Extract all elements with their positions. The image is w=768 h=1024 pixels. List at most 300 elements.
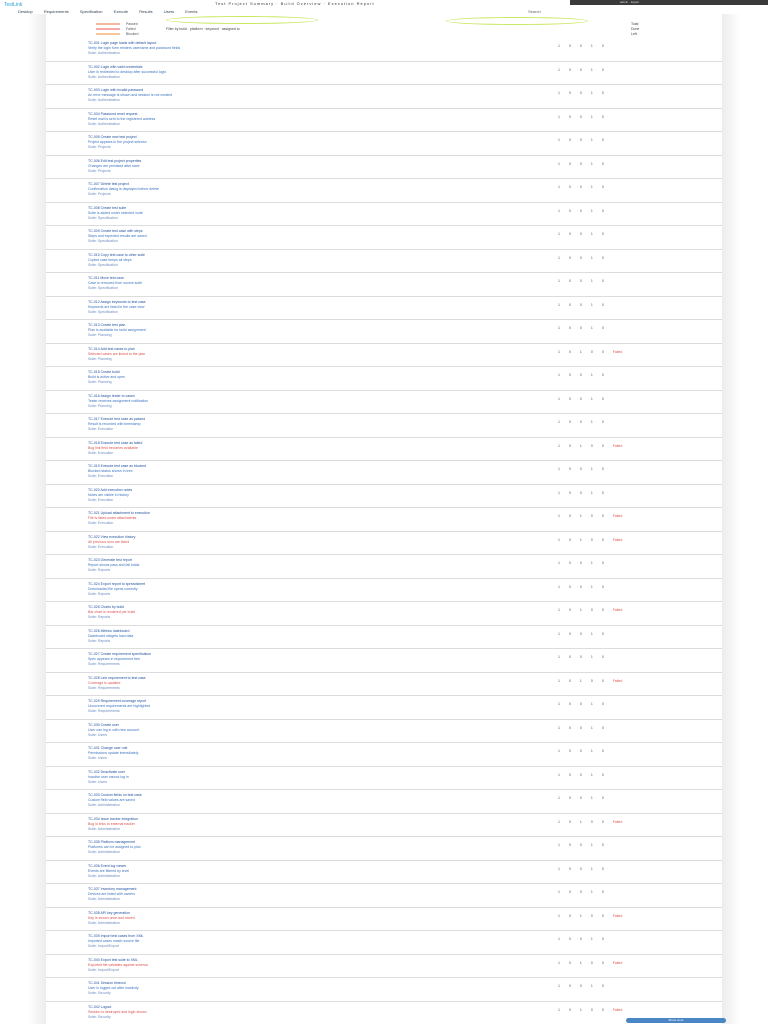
stat-value: 0 — [568, 561, 571, 565]
row-title[interactable]: TC-024 Export report to spreadsheet — [88, 581, 146, 586]
table-row[interactable] — [46, 273, 722, 297]
table-row[interactable] — [46, 884, 722, 908]
row-meta: Suite: Reports — [88, 568, 111, 572]
stat-value: 0 — [568, 819, 571, 824]
legend-label: Passed — [126, 22, 138, 26]
stat-value: 0 — [590, 514, 593, 518]
stat-value: 0 — [568, 114, 571, 119]
table-row[interactable] — [46, 931, 722, 955]
row-stats — [558, 890, 613, 894]
stat-value: 0 — [590, 349, 593, 354]
stat-value: 1 — [590, 208, 593, 213]
table-row[interactable] — [46, 532, 722, 556]
row-title[interactable]: TC-006 Edit test project properties — [88, 158, 142, 163]
row-meta: Suite: Execution — [88, 521, 114, 525]
row-detail: User can log in with new account — [88, 727, 140, 732]
row-stats — [558, 514, 631, 518]
row-meta: Suite: Requirements — [88, 662, 120, 666]
stat-value: 0 — [590, 819, 593, 824]
row-detail: Uncovered requirements are highlighted — [88, 704, 151, 708]
stat-value: 1 — [590, 984, 593, 988]
show-more-button[interactable]: Show more — [626, 1018, 726, 1023]
stat-value: 0 — [568, 772, 571, 777]
filter-oval[interactable] — [166, 16, 318, 24]
row-stats — [558, 749, 613, 753]
row-stats — [558, 303, 613, 307]
stat-value: 0 — [579, 796, 582, 800]
row-title[interactable]: TC-026 Metrics dashboard — [88, 628, 130, 633]
stat-value: 1 — [579, 960, 582, 965]
row-title[interactable]: TC-013 Create test plan — [88, 323, 126, 327]
stat-value: 0 — [601, 467, 604, 471]
stat-value: 0 — [601, 608, 604, 612]
stat-value: 0 — [579, 749, 582, 753]
stat-value: 1 — [558, 796, 560, 800]
right-shadow — [722, 14, 740, 1024]
table-row[interactable] — [46, 179, 722, 203]
row-title[interactable]: TC-003 Login with invalid password — [88, 88, 144, 92]
stat-value: 0 — [601, 349, 604, 354]
row-title[interactable]: TC-020 Add execution notes — [88, 487, 133, 492]
row-meta: Suite: Projects — [88, 145, 111, 149]
row-meta: Suite: Planning — [88, 403, 112, 408]
table-row[interactable] — [46, 837, 722, 861]
row-title[interactable]: TC-019 Execute test case as blocked — [88, 464, 146, 468]
table-row[interactable] — [46, 767, 722, 791]
stat-value: 1 — [558, 702, 560, 706]
table-row[interactable] — [46, 38, 722, 62]
stat-value: 0 — [590, 608, 593, 612]
filter-description: Filter by build · platform · keyword · assigned to — [166, 27, 240, 31]
row-title[interactable]: TC-004 Password reset request — [88, 111, 138, 116]
table-row[interactable] — [46, 955, 722, 979]
table-row[interactable] — [46, 743, 722, 767]
stat-value: 0 — [568, 913, 571, 918]
table-row[interactable] — [46, 297, 722, 321]
row-detail: Confirmation dialog is displayed before delete — [88, 187, 159, 191]
stat-value: 1 — [590, 561, 593, 565]
row-detail: All previous runs are listed — [88, 539, 130, 544]
nav-item[interactable]: Specification — [79, 9, 103, 14]
row-title[interactable]: TC-030 Create user — [88, 722, 119, 727]
table-row[interactable] — [46, 62, 722, 86]
stat-value: 0 — [601, 537, 604, 542]
stat-value: 0 — [579, 91, 582, 95]
result-list — [46, 38, 722, 1024]
row-title[interactable]: TC-017 Execute test case as passed — [88, 417, 146, 421]
stat-value: 1 — [558, 1007, 560, 1012]
user-panel[interactable] — [570, 0, 768, 5]
stat-value: 1 — [579, 443, 582, 448]
row-title[interactable]: TC-022 View execution history — [88, 534, 136, 539]
row-meta: Suite: Administration — [88, 897, 120, 901]
stat-value: 0 — [579, 843, 582, 847]
row-stats — [558, 279, 613, 283]
stat-value: 1 — [558, 326, 560, 330]
row-title[interactable]: TC-005 Create new test project — [88, 135, 137, 139]
stat-value: 1 — [579, 349, 582, 354]
table-row[interactable] — [46, 814, 722, 838]
row-detail: Copied case keeps all steps — [88, 257, 132, 262]
row-meta: Suite: Planning — [88, 380, 112, 384]
row-title[interactable]: TC-016 Assign tester to cases — [88, 393, 135, 398]
stat-value: 1 — [558, 396, 560, 401]
summary-totals — [631, 22, 639, 37]
stat-value: 0 — [579, 467, 582, 471]
search-input[interactable]: Search — [528, 9, 541, 14]
row-title[interactable]: TC-010 Copy test case to other suite — [88, 252, 145, 257]
table-row[interactable] — [46, 203, 722, 227]
row-title[interactable]: TC-023 Generate test report — [88, 558, 132, 562]
row-meta: Suite: Administration — [88, 850, 120, 854]
stat-value: 1 — [590, 302, 593, 307]
stat-value: 0 — [568, 725, 571, 730]
row-title[interactable]: TC-036 Event log viewer — [88, 863, 127, 868]
row-stats — [558, 632, 613, 636]
stat-value: 0 — [568, 67, 571, 72]
stat-value: 0 — [601, 631, 604, 636]
row-title[interactable]: TC-002 Login with valid credentials — [88, 64, 143, 69]
table-row[interactable] — [46, 226, 722, 250]
status-badge: Failed — [612, 537, 623, 542]
stat-value: 0 — [568, 161, 571, 166]
nav-item[interactable]: Execute — [113, 9, 129, 14]
table-row[interactable] — [46, 649, 722, 673]
row-stats — [558, 843, 613, 847]
table-row[interactable] — [46, 109, 722, 133]
table-row[interactable] — [46, 391, 722, 415]
stat-value: 0 — [579, 772, 582, 777]
row-title[interactable]: TC-029 Requirement coverage report — [88, 699, 147, 703]
stat-value: 0 — [568, 373, 571, 377]
stat-value: 0 — [601, 937, 604, 941]
stat-value: 0 — [568, 514, 571, 518]
stat-value: 0 — [590, 678, 593, 683]
row-meta: Suite: Requirements — [88, 709, 120, 713]
row-title[interactable]: TC-037 Inventory management — [88, 887, 137, 891]
row-detail: Build is active and open — [88, 375, 125, 379]
legend-swatch — [96, 33, 120, 35]
stat-value: 0 — [568, 255, 571, 260]
filter-oval[interactable] — [446, 17, 588, 25]
stat-value: 1 — [590, 490, 593, 495]
stat-value: 0 — [579, 161, 582, 166]
stat-value: 0 — [590, 960, 593, 965]
summary-label: Left — [631, 32, 637, 36]
row-title[interactable]: TC-014 Add test cases to plan — [88, 346, 135, 351]
row-detail: Blocked status shown in tree — [88, 469, 133, 473]
table-row[interactable] — [46, 555, 722, 579]
row-detail: Imported cases match source file — [88, 939, 140, 943]
row-title[interactable]: TC-018 Execute test case as failed — [88, 440, 143, 445]
row-stats — [558, 373, 613, 377]
stat-value: 0 — [568, 44, 571, 48]
stat-value: 1 — [558, 443, 560, 448]
left-shadow — [28, 14, 46, 1024]
stat-value: 1 — [558, 490, 560, 495]
stat-value: 1 — [558, 514, 560, 518]
stat-value: 1 — [558, 302, 560, 307]
table-row[interactable] — [46, 602, 722, 626]
row-stats — [558, 232, 613, 236]
stat-value: 1 — [590, 396, 593, 401]
top-bar — [0, 0, 768, 14]
stat-value: 0 — [601, 772, 604, 777]
row-title[interactable]: TC-035 Platform management — [88, 840, 136, 844]
row-title[interactable]: TC-012 Assign keywords to test case — [88, 299, 146, 304]
stat-value: 1 — [558, 467, 560, 471]
stat-value: 1 — [558, 913, 560, 918]
stat-value: 0 — [568, 138, 571, 142]
stat-value: 1 — [590, 796, 593, 800]
stat-value: 0 — [568, 749, 571, 753]
stat-value: 1 — [590, 584, 593, 589]
stat-value: 1 — [590, 232, 593, 236]
stat-value: 0 — [568, 890, 571, 894]
row-meta: Suite: Execution — [88, 497, 114, 502]
legend-label: Failed — [126, 27, 136, 31]
table-row[interactable] — [46, 414, 722, 438]
stat-value: 1 — [558, 655, 560, 659]
stat-value: 0 — [568, 537, 571, 542]
stat-value: 0 — [579, 561, 582, 565]
row-detail: Dashboard widgets load data — [88, 633, 134, 638]
row-detail: Reset mail is sent to the registered address — [88, 116, 156, 121]
stat-value: 1 — [590, 138, 593, 142]
row-title[interactable]: TC-034 Issue tracker integration — [88, 816, 138, 821]
legend — [96, 22, 138, 37]
stat-value: 0 — [601, 584, 604, 589]
row-meta: Suite: Users — [88, 732, 108, 737]
stat-value: 0 — [579, 890, 582, 894]
stat-value: 0 — [601, 749, 604, 753]
stat-value: 1 — [590, 420, 593, 424]
stat-value: 1 — [579, 678, 582, 683]
row-title[interactable]: TC-007 Delete test project — [88, 182, 129, 186]
row-meta: Suite: Authentication — [88, 51, 120, 55]
stat-value: 1 — [558, 349, 560, 354]
row-stats — [558, 91, 613, 95]
stat-value: 0 — [579, 185, 582, 189]
stat-value: 0 — [601, 326, 604, 330]
row-detail: Tester receives assignment notification — [88, 398, 149, 403]
table-row[interactable] — [46, 320, 722, 344]
table-row[interactable] — [46, 85, 722, 109]
row-title[interactable]: TC-028 Link requirement to test case — [88, 675, 146, 680]
stat-value: 1 — [558, 208, 560, 213]
row-stats — [558, 538, 631, 542]
status-badge: Failed — [612, 960, 623, 965]
row-stats — [558, 162, 613, 166]
row-stats — [558, 444, 631, 448]
stat-value: 0 — [579, 396, 582, 401]
stat-value: 0 — [601, 91, 604, 95]
row-stats — [558, 984, 613, 988]
table-row[interactable] — [46, 132, 722, 156]
row-title[interactable]: TC-001 Login page loads with default layout — [88, 41, 157, 45]
stat-value: 1 — [558, 373, 560, 377]
stat-value: 0 — [568, 1007, 571, 1012]
app-logo[interactable]: TestLink — [4, 2, 23, 8]
row-stats — [558, 68, 613, 72]
row-detail: Verify the login form renders username and password fields — [88, 46, 181, 50]
stat-value: 0 — [601, 490, 604, 495]
table-row[interactable] — [46, 156, 722, 180]
row-title[interactable]: TC-042 Logout — [88, 1004, 112, 1009]
row-detail: User is redirected to desktop after successful login — [88, 69, 167, 74]
stat-value: 1 — [558, 678, 560, 683]
stat-value: 0 — [601, 725, 604, 730]
row-detail: Inactive user cannot log in — [88, 774, 129, 779]
row-title[interactable]: TC-033 Custom fields on test case — [88, 793, 142, 797]
row-title[interactable]: TC-011 Move test case — [88, 276, 124, 280]
stat-value: 0 — [579, 138, 582, 142]
stat-value: 1 — [558, 749, 560, 753]
table-row[interactable] — [46, 978, 722, 1002]
nav-item[interactable]: Desktop — [18, 9, 33, 14]
row-detail: Coverage is updated — [88, 680, 121, 685]
table-row[interactable] — [46, 438, 722, 462]
stat-value: 0 — [568, 984, 571, 988]
row-meta: Suite: Reports — [88, 638, 111, 643]
row-meta: Suite: Administration — [88, 803, 120, 807]
stat-value: 1 — [558, 161, 560, 166]
stat-value: 1 — [558, 584, 560, 589]
status-badge: Failed — [612, 678, 623, 683]
row-meta: Suite: Authentication — [88, 98, 120, 102]
row-stats — [558, 467, 613, 471]
row-detail: Steps and expected results are saved — [88, 234, 147, 238]
table-row[interactable] — [46, 790, 722, 814]
row-meta: Suite: Reports — [88, 615, 111, 619]
stat-value: 0 — [568, 279, 571, 283]
stat-value: 0 — [601, 302, 604, 307]
stat-value: 0 — [568, 843, 571, 847]
stat-value: 0 — [568, 631, 571, 636]
table-row[interactable] — [46, 508, 722, 532]
table-row[interactable] — [46, 1002, 722, 1024]
table-row[interactable] — [46, 696, 722, 720]
stat-value: 0 — [568, 866, 571, 871]
stat-value: 1 — [558, 537, 560, 542]
row-title[interactable]: TC-041 Session timeout — [88, 981, 126, 985]
stat-value: 0 — [579, 490, 582, 495]
stat-value: 0 — [568, 608, 571, 612]
row-title[interactable]: TC-009 Create test case with steps — [88, 229, 143, 233]
row-meta: Suite: Execution — [88, 450, 114, 455]
table-row[interactable] — [46, 461, 722, 485]
stat-value: 0 — [568, 960, 571, 965]
row-stats — [558, 44, 613, 48]
row-detail: Report shows pass and fail totals — [88, 563, 140, 567]
stat-value: 0 — [601, 913, 604, 918]
row-stats — [558, 561, 613, 565]
row-title[interactable]: TC-015 Create build — [88, 370, 120, 374]
row-title[interactable]: TC-021 Upload attachment to execution — [88, 511, 150, 515]
stat-value: 0 — [601, 984, 604, 988]
row-stats — [558, 914, 631, 918]
row-detail: Changes are persisted after save — [88, 163, 140, 168]
row-title[interactable]: TC-031 Change user role — [88, 746, 128, 750]
nav-item[interactable]: Events — [185, 9, 198, 14]
stat-value: 0 — [579, 702, 582, 706]
row-meta: Suite: Authentication — [88, 121, 120, 126]
row-stats — [558, 585, 613, 589]
row-stats — [558, 138, 613, 142]
stat-value: 1 — [558, 725, 560, 730]
row-title[interactable]: TC-038 API key generation — [88, 910, 131, 915]
stat-value: 0 — [601, 819, 604, 824]
table-row[interactable] — [46, 626, 722, 650]
stat-value: 1 — [558, 561, 560, 565]
row-title[interactable]: TC-008 Create test suite — [88, 205, 127, 210]
legend-label: Blocked — [126, 32, 139, 36]
stat-value: 1 — [590, 373, 593, 377]
stat-value: 0 — [568, 937, 571, 941]
row-meta: Suite: Users — [88, 779, 108, 784]
row-title[interactable]: TC-040 Export test suite to XML — [88, 957, 138, 962]
table-row[interactable] — [46, 485, 722, 509]
table-row[interactable] — [46, 908, 722, 932]
stat-value: 1 — [558, 91, 560, 95]
row-stats — [558, 726, 613, 730]
stat-value: 0 — [601, 255, 604, 260]
table-row[interactable] — [46, 720, 722, 744]
stat-value: 0 — [579, 984, 582, 988]
nav-item[interactable]: Results — [139, 9, 153, 14]
stat-value: 0 — [568, 326, 571, 330]
row-detail: Bug id links to external tracker — [88, 821, 135, 826]
stat-value: 1 — [579, 537, 582, 542]
row-stats — [558, 256, 613, 260]
table-row[interactable] — [46, 673, 722, 697]
stat-value: 1 — [590, 937, 593, 941]
status-badge: Failed — [612, 443, 623, 448]
nav-item[interactable]: Users — [163, 9, 175, 14]
row-meta: Suite: Users — [88, 756, 108, 760]
row-detail: Keywords are listed in the case view — [88, 304, 145, 309]
row-meta: Suite: Execution — [88, 474, 114, 478]
row-title[interactable]: TC-025 Charts by build — [88, 605, 124, 609]
table-row[interactable] — [46, 579, 722, 603]
stat-value: 0 — [579, 302, 582, 307]
stat-value: 1 — [558, 984, 560, 988]
stat-value: 0 — [568, 702, 571, 706]
row-detail: Notes are visible in history — [88, 492, 129, 497]
stat-value: 1 — [590, 255, 593, 260]
row-meta: Suite: Administration — [88, 873, 120, 878]
row-title[interactable]: TC-027 Create requirement specification — [88, 652, 152, 656]
row-title[interactable]: TC-032 Deactivate user — [88, 769, 125, 774]
stat-value: 1 — [558, 279, 560, 283]
row-meta: Suite: Administration — [88, 826, 120, 831]
row-title[interactable]: TC-039 Import test cases from XML — [88, 934, 144, 938]
row-meta: Suite: Specification — [88, 239, 118, 243]
stat-value: 0 — [568, 208, 571, 213]
stat-value: 0 — [579, 937, 582, 941]
stat-value: 1 — [590, 725, 593, 730]
table-row[interactable] — [46, 344, 722, 368]
table-row[interactable] — [46, 861, 722, 885]
nav-item[interactable]: Requirements — [43, 9, 69, 14]
table-row[interactable] — [46, 367, 722, 391]
stat-value: 0 — [601, 185, 604, 189]
row-detail: Spec appears in requirement tree — [88, 657, 140, 661]
row-detail: Plan is available for build assignment — [88, 328, 146, 332]
stat-value: 0 — [601, 232, 604, 236]
user-menu[interactable]: admin · logout — [620, 0, 640, 4]
table-row[interactable] — [46, 250, 722, 274]
